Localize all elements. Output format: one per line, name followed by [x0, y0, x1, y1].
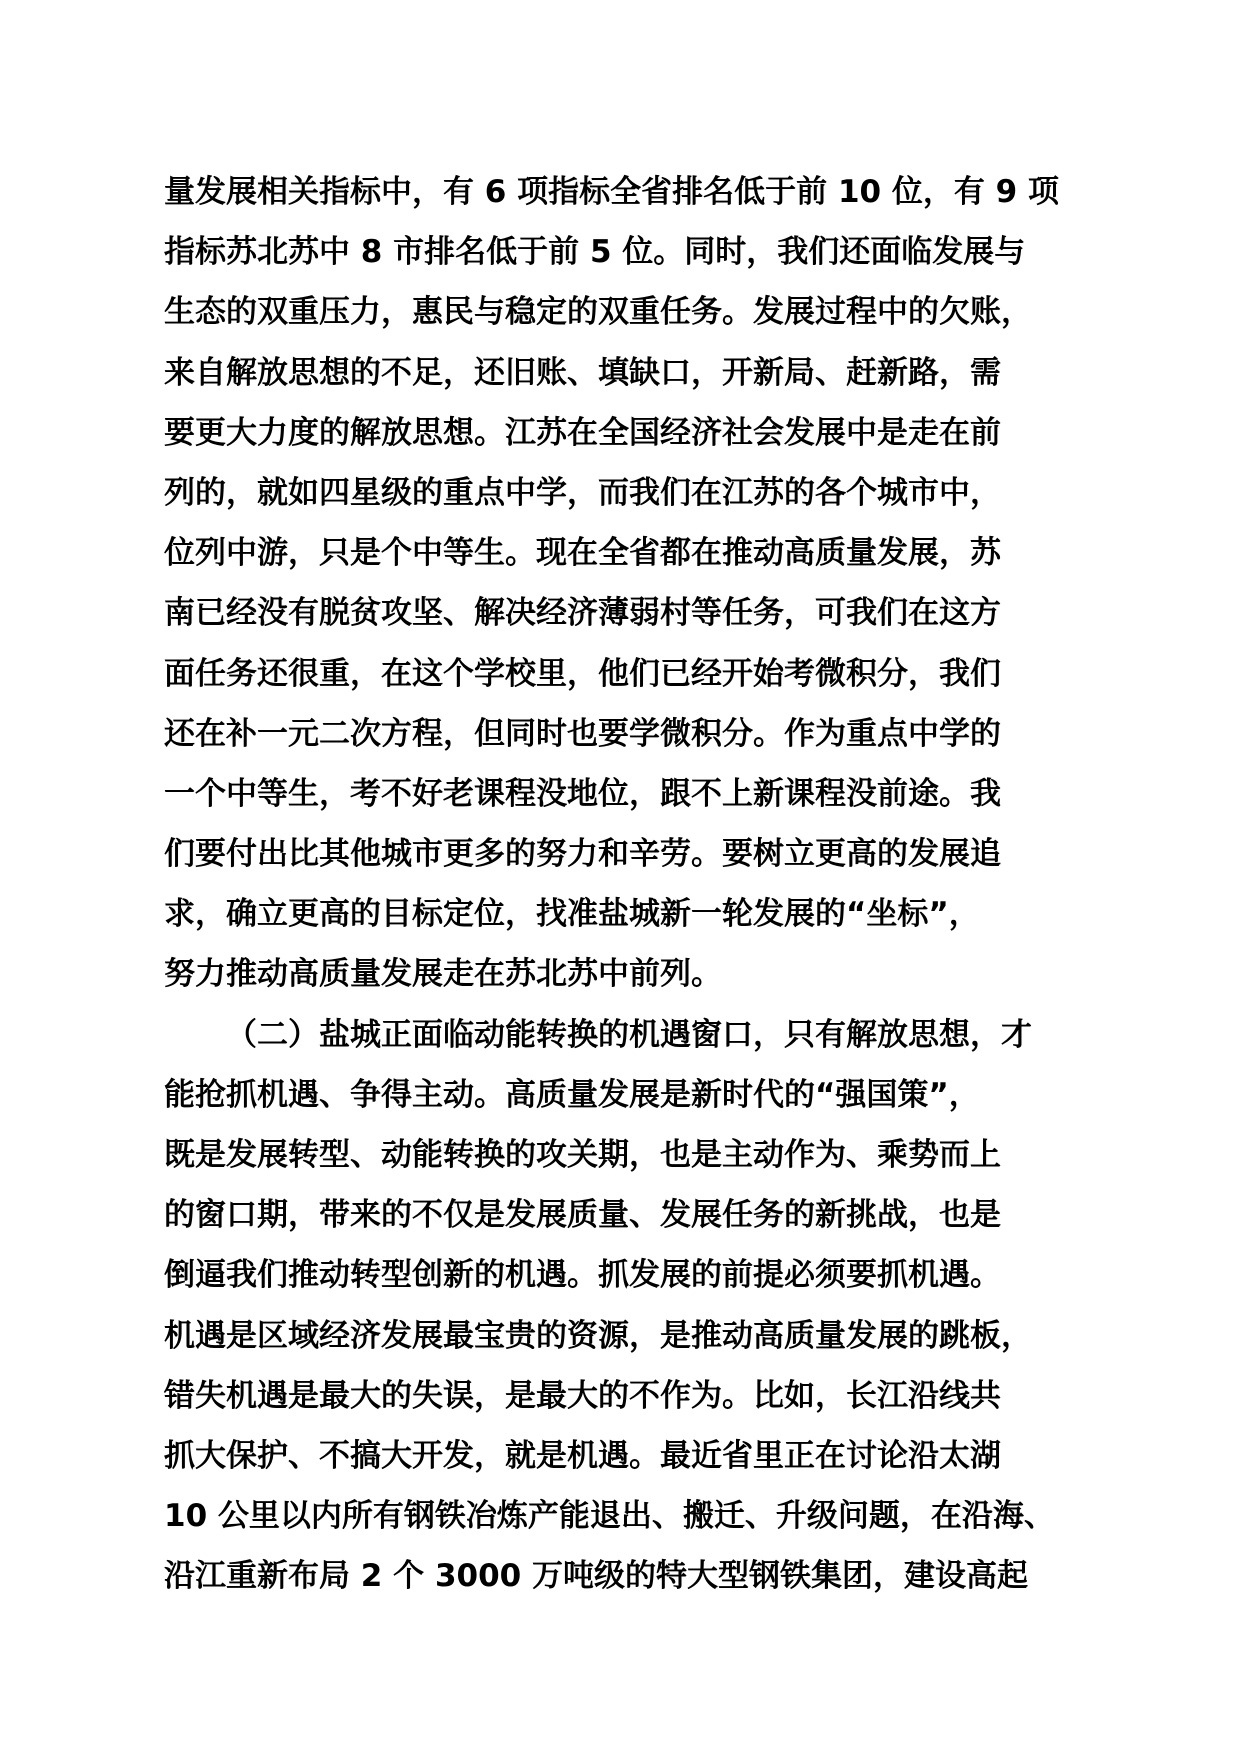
paragraph-line: 能抢抓机遇、争得主动。高质量发展是新时代的“强国策”， — [164, 1076, 980, 1113]
paragraph-line: 指标苏北苏中 8 市排名低于前 5 位。同时，我们还面临发展与 — [164, 234, 1026, 271]
paragraph-line: 沿江重新布局 2 个 3000 万吨级的特大型钢铁集团，建设高起 — [164, 1558, 1029, 1595]
paragraph-line: 一个中等生，考不好老课程没地位，跟不上新课程没前途。我 — [164, 775, 1001, 812]
paragraph-line: 的窗口期，带来的不仅是发展质量、发展任务的新挑战，也是 — [164, 1197, 1001, 1234]
paragraph-line: 10 公里以内所有钢铁冶炼产能退出、搬迁、升级问题，在沿海、 — [164, 1498, 1055, 1535]
paragraph-line: 倒逼我们推动转型创新的机遇。抓发展的前提必须要抓机遇。 — [164, 1257, 1001, 1294]
paragraph-line: 机遇是区域经济发展最宝贵的资源，是推动高质量发展的跳板， — [164, 1317, 1032, 1354]
section-heading-line: （二）盐城正面临动能转换的机遇窗口，只有解放思想，才 — [226, 1016, 1032, 1053]
paragraph-line: 列的，就如四星级的重点中学，而我们在江苏的各个城市中， — [164, 474, 1001, 511]
paragraph-line: 抓大保护、不搞大开发，就是机遇。最近省里正在讨论沿太湖 — [164, 1437, 1001, 1474]
paragraph-line: 努力推动高质量发展走在苏北苏中前列。 — [164, 956, 722, 993]
paragraph-line: 既是发展转型、动能转换的攻关期，也是主动作为、乘势而上 — [164, 1137, 1001, 1173]
paragraph-line: 面任务还很重，在这个学校里，他们已经开始考微积分，我们 — [164, 655, 1001, 692]
paragraph-line: 求，确立更高的目标定位，找准盐城新一轮发展的“坐标”， — [164, 896, 980, 933]
paragraph-line: 生态的双重压力，惠民与稳定的双重任务。发展过程中的欠账， — [164, 294, 1032, 331]
paragraph-line: 要更大力度的解放思想。江苏在全国经济社会发展中是走在前 — [164, 414, 1001, 451]
paragraph-line: 们要付出比其他城市更多的努力和辛劳。要树立更高的发展追 — [164, 836, 1001, 873]
paragraph-line: 来自解放思想的不足，还旧账、填缺口，开新局、赶新路，需 — [164, 354, 1001, 391]
paragraph-line: 还在补一元二次方程，但同时也要学微积分。作为重点中学的 — [164, 715, 1001, 752]
paragraph-line: 位列中游，只是个中等生。现在全省都在推动高质量发展，苏 — [164, 535, 1001, 572]
paragraph-line: 量发展相关指标中，有 6 项指标全省排名低于前 10 位，有 9 项 — [164, 174, 1060, 210]
document-body — [164, 162, 1104, 1607]
paragraph-line: 错失机遇是最大的失误，是最大的不作为。比如，长江沿线共 — [164, 1377, 1001, 1414]
paragraph-line: 南已经没有脱贫攻坚、解决经济薄弱村等任务，可我们在这方 — [164, 595, 1001, 632]
